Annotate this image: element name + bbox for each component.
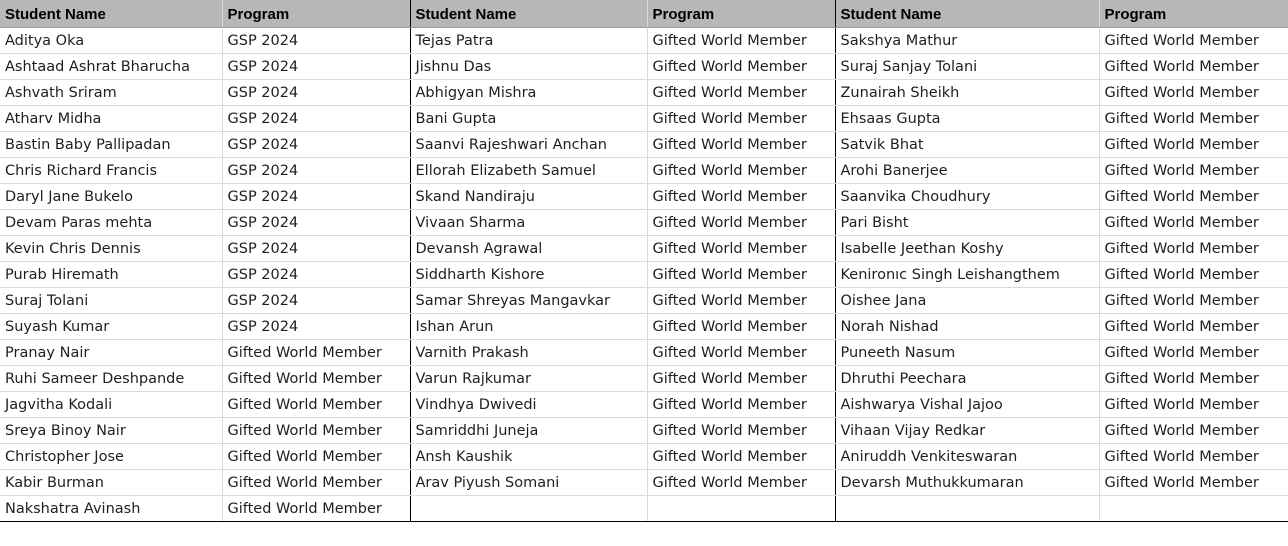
table-row	[0, 417, 1288, 443]
table-row	[0, 157, 1288, 183]
student-name-cell[interactable]: Pranay Nair	[0, 339, 222, 365]
student-name-cell[interactable]: Varun Rajkumar	[410, 365, 647, 391]
student-name-cell[interactable]: Christopher Jose	[0, 443, 222, 469]
student-name-cell[interactable]: Purab Hiremath	[0, 261, 222, 287]
program-cell[interactable]: Gifted World Member	[647, 339, 835, 365]
program-cell[interactable]: Gifted World Member	[1099, 79, 1288, 105]
student-name-cell[interactable]: Satvik Bhat	[835, 131, 1099, 157]
program-cell[interactable]: Gifted World Member	[1099, 157, 1288, 183]
student-name-cell[interactable]: Suyash Kumar	[0, 313, 222, 339]
program-cell[interactable]: Gifted World Member	[1099, 209, 1288, 235]
student-name-cell[interactable]: Kevin Chris Dennis	[0, 235, 222, 261]
program-cell[interactable]: Gifted World Member	[1099, 443, 1288, 469]
student-name-cell[interactable]: Skand Nandiraju	[410, 183, 647, 209]
header-student-name[interactable]: Student Name	[0, 0, 222, 27]
student-name-cell[interactable]: Ellorah Elizabeth Samuel	[410, 157, 647, 183]
program-cell[interactable]: Gifted World Member	[647, 261, 835, 287]
student-name-cell[interactable]: Suraj Sanjay Tolani	[835, 53, 1099, 79]
student-name-cell[interactable]: Sreya Binoy Nair	[0, 417, 222, 443]
table-row	[0, 469, 1288, 495]
program-cell[interactable]: Gifted World Member	[1099, 417, 1288, 443]
student-name-cell[interactable]: Aditya Oka	[0, 27, 222, 53]
student-name-cell[interactable]: Ishan Arun	[410, 313, 647, 339]
program-cell[interactable]: Gifted World Member	[222, 339, 410, 365]
student-name-cell[interactable]: Puneeth Nasum	[835, 339, 1099, 365]
program-cell[interactable]: Gifted World Member	[647, 209, 835, 235]
program-cell[interactable]: GSP 2024	[222, 287, 410, 313]
program-cell[interactable]: GSP 2024	[222, 261, 410, 287]
table-row	[0, 261, 1288, 287]
program-cell[interactable]: Gifted World Member	[647, 131, 835, 157]
student-name-cell[interactable]: Daryl Jane Bukelo	[0, 183, 222, 209]
program-cell[interactable]: Gifted World Member	[647, 391, 835, 417]
program-cell[interactable]: Gifted World Member	[647, 183, 835, 209]
header-student-name[interactable]: Student Name	[835, 0, 1099, 27]
program-cell[interactable]: Gifted World Member	[1099, 183, 1288, 209]
program-cell[interactable]: GSP 2024	[222, 27, 410, 53]
program-cell[interactable]: Gifted World Member	[222, 365, 410, 391]
program-cell[interactable]	[1099, 495, 1288, 521]
program-cell[interactable]: Gifted World Member	[1099, 313, 1288, 339]
program-cell[interactable]: GSP 2024	[222, 157, 410, 183]
table-row	[0, 287, 1288, 313]
student-name-cell[interactable]: Vihaan Vijay Redkar	[835, 417, 1099, 443]
table-row	[0, 391, 1288, 417]
student-name-cell[interactable]: Nakshatra Avinash	[0, 495, 222, 521]
program-cell[interactable]: Gifted World Member	[222, 443, 410, 469]
table-row	[0, 53, 1288, 79]
program-cell[interactable]: Gifted World Member	[647, 417, 835, 443]
program-cell[interactable]: Gifted World Member	[222, 469, 410, 495]
program-cell[interactable]: GSP 2024	[222, 183, 410, 209]
student-name-cell[interactable]: Bastin Baby Pallipadan	[0, 131, 222, 157]
student-name-cell[interactable]: Norah Nishad	[835, 313, 1099, 339]
program-cell[interactable]: GSP 2024	[222, 235, 410, 261]
student-name-cell[interactable]: Devarsh Muthukkumaran	[835, 469, 1099, 495]
student-name-cell[interactable]: Devansh Agrawal	[410, 235, 647, 261]
student-name-cell[interactable]: Oishee Jana	[835, 287, 1099, 313]
student-name-cell[interactable]: Isabelle Jeethan Koshy	[835, 235, 1099, 261]
student-name-cell[interactable]: Zunairah Sheikh	[835, 79, 1099, 105]
table-row	[0, 313, 1288, 339]
student-name-cell[interactable]: Atharv Midha	[0, 105, 222, 131]
student-name-cell[interactable]: Ansh Kaushik	[410, 443, 647, 469]
student-name-cell[interactable]: Suraj Tolani	[0, 287, 222, 313]
table-row	[0, 235, 1288, 261]
program-cell[interactable]: Gifted World Member	[222, 495, 410, 521]
program-cell[interactable]: GSP 2024	[222, 53, 410, 79]
program-cell[interactable]: GSP 2024	[222, 79, 410, 105]
program-cell[interactable]: Gifted World Member	[647, 105, 835, 131]
table-row	[0, 209, 1288, 235]
student-name-cell[interactable]: Pari Bisht	[835, 209, 1099, 235]
student-name-cell[interactable]: Vivaan Sharma	[410, 209, 647, 235]
program-cell[interactable]: Gifted World Member	[647, 365, 835, 391]
student-name-cell[interactable]: Ruhi Sameer Deshpande	[0, 365, 222, 391]
student-name-cell[interactable]: Jagvitha Kodali	[0, 391, 222, 417]
program-cell[interactable]: Gifted World Member	[647, 469, 835, 495]
program-cell[interactable]: Gifted World Member	[222, 417, 410, 443]
student-name-cell[interactable]: Dhruthi Peechara	[835, 365, 1099, 391]
header-row	[0, 0, 1288, 27]
student-name-cell[interactable]: Chris Richard Francis	[0, 157, 222, 183]
program-cell[interactable]: Gifted World Member	[647, 27, 835, 53]
table-row	[0, 131, 1288, 157]
program-cell[interactable]: Gifted World Member	[647, 79, 835, 105]
student-name-cell[interactable]: Varnith Prakash	[410, 339, 647, 365]
table-row	[0, 27, 1288, 53]
program-cell[interactable]: Gifted World Member	[1099, 105, 1288, 131]
header-program[interactable]: Program	[1099, 0, 1288, 27]
table-row	[0, 79, 1288, 105]
student-name-cell[interactable]: Tejas Patra	[410, 27, 647, 53]
student-name-cell[interactable]: Siddharth Kishore	[410, 261, 647, 287]
student-name-cell[interactable]: Ashtaad Ashrat Bharucha	[0, 53, 222, 79]
program-cell[interactable]: Gifted World Member	[647, 53, 835, 79]
header-student-name[interactable]: Student Name	[410, 0, 647, 27]
program-cell[interactable]: Gifted World Member	[1099, 53, 1288, 79]
student-name-cell[interactable]: Saanvi Rajeshwari Anchan	[410, 131, 647, 157]
student-name-cell[interactable]	[410, 495, 647, 521]
program-cell[interactable]: Gifted World Member	[647, 235, 835, 261]
student-name-cell[interactable]: Kenironıc Singh Leishangthem	[835, 261, 1099, 287]
student-name-cell[interactable]: Aishwarya Vishal Jajoo	[835, 391, 1099, 417]
program-cell[interactable]: GSP 2024	[222, 313, 410, 339]
student-name-cell[interactable]: Vindhya Dwivedi	[410, 391, 647, 417]
table-row	[0, 183, 1288, 209]
student-name-cell[interactable]: Devam Paras mehta	[0, 209, 222, 235]
program-cell[interactable]: Gifted World Member	[1099, 287, 1288, 313]
program-cell[interactable]: Gifted World Member	[1099, 235, 1288, 261]
program-cell[interactable]: Gifted World Member	[1099, 27, 1288, 53]
program-cell[interactable]	[647, 495, 835, 521]
program-cell[interactable]: Gifted World Member	[647, 157, 835, 183]
program-cell[interactable]: Gifted World Member	[1099, 365, 1288, 391]
header-program[interactable]: Program	[647, 0, 835, 27]
student-name-cell[interactable]	[835, 495, 1099, 521]
table-row	[0, 495, 1288, 521]
table-row	[0, 339, 1288, 365]
table-row	[0, 365, 1288, 391]
program-cell[interactable]: Gifted World Member	[1099, 391, 1288, 417]
program-cell[interactable]: Gifted World Member	[222, 391, 410, 417]
program-cell[interactable]: Gifted World Member	[647, 287, 835, 313]
student-name-cell[interactable]: Kabir Burman	[0, 469, 222, 495]
program-cell[interactable]: GSP 2024	[222, 131, 410, 157]
program-cell[interactable]: Gifted World Member	[1099, 131, 1288, 157]
student-name-cell[interactable]: Bani Gupta	[410, 105, 647, 131]
program-cell[interactable]: Gifted World Member	[1099, 339, 1288, 365]
table-row	[0, 443, 1288, 469]
student-name-cell[interactable]: Arav Piyush Somani	[410, 469, 647, 495]
table-row	[0, 105, 1288, 131]
student-name-cell[interactable]: Saanvika Choudhury	[835, 183, 1099, 209]
program-cell[interactable]: GSP 2024	[222, 105, 410, 131]
student-name-cell[interactable]: Ashvath Sriram	[0, 79, 222, 105]
program-cell[interactable]: Gifted World Member	[1099, 261, 1288, 287]
student-name-cell[interactable]: Aniruddh Venkiteswaran	[835, 443, 1099, 469]
program-cell[interactable]: Gifted World Member	[647, 443, 835, 469]
student-name-cell[interactable]: Jishnu Das	[410, 53, 647, 79]
student-name-cell[interactable]: Ehsaas Gupta	[835, 105, 1099, 131]
student-name-cell[interactable]: Sakshya Mathur	[835, 27, 1099, 53]
student-name-cell[interactable]: Samriddhi Juneja	[410, 417, 647, 443]
program-cell[interactable]: Gifted World Member	[1099, 469, 1288, 495]
student-name-cell[interactable]: Samar Shreyas Mangavkar	[410, 287, 647, 313]
student-name-cell[interactable]: Abhigyan Mishra	[410, 79, 647, 105]
header-program[interactable]: Program	[222, 0, 410, 27]
student-name-cell[interactable]: Arohi Banerjee	[835, 157, 1099, 183]
program-cell[interactable]: GSP 2024	[222, 209, 410, 235]
program-cell[interactable]: Gifted World Member	[647, 313, 835, 339]
